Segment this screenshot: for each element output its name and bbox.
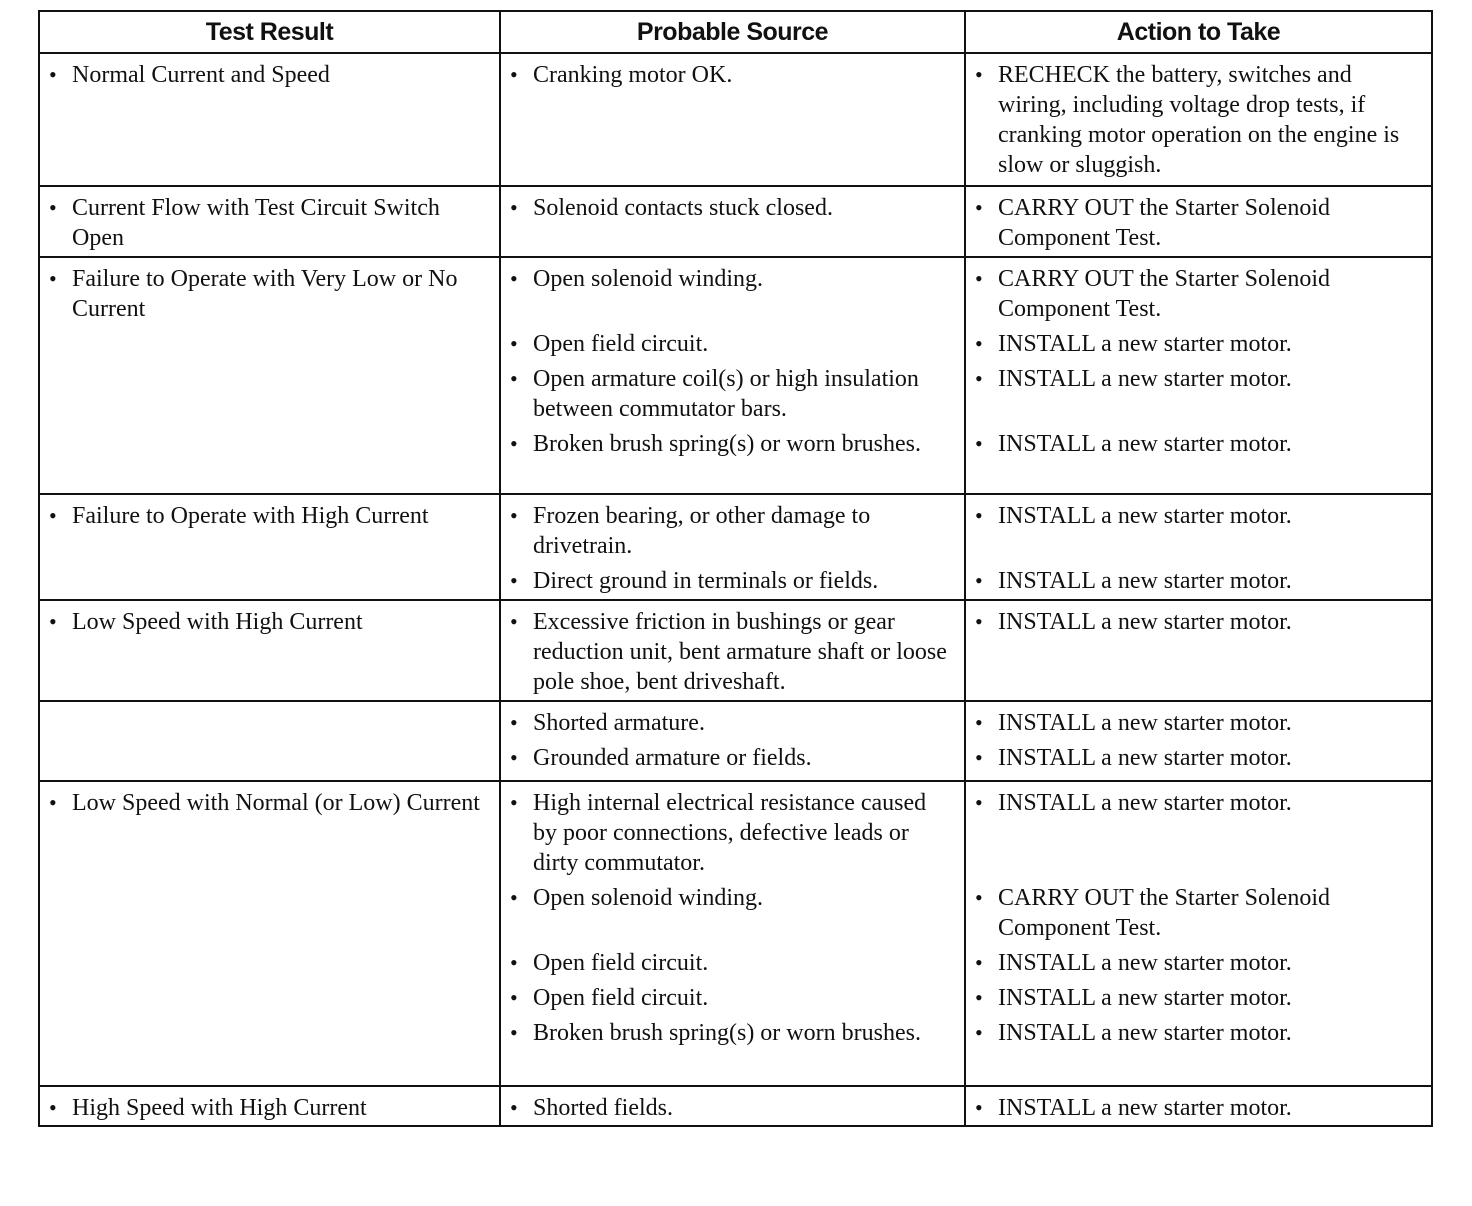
test-result-cell — [39, 186, 500, 257]
diagnosis-table — [38, 10, 1433, 1127]
action-cell — [965, 494, 1432, 600]
action-item: • CARRY OUT the Starter Solenoid Component Test. — [975, 266, 1330, 322]
bullet-icon: • — [510, 985, 518, 1010]
bullet-icon: • — [510, 366, 518, 391]
bullet-icon: • — [510, 950, 518, 975]
source-item: • Broken brush spring(s) or worn brushes. — [510, 431, 921, 457]
action-item: • RECHECK the battery, switches and wiring, including voltage drop tests, if cranking motor operation on the engine is slow or sluggish. — [975, 62, 1400, 178]
action-item: • CARRY OUT the Starter Solenoid Component Test. — [975, 195, 1330, 251]
bullet-icon: • — [510, 790, 518, 815]
test-result-item: • Low Speed with Normal (or Low) Current — [49, 790, 480, 816]
probable-source-cell — [500, 257, 965, 494]
action-item: • INSTALL a new starter motor. — [975, 503, 1292, 529]
bullet-icon: • — [510, 885, 518, 910]
probable-source-cell — [500, 494, 965, 600]
action-item: • INSTALL a new starter motor. — [975, 790, 1292, 816]
bullet-icon: • — [975, 568, 983, 593]
bullet-icon: • — [975, 950, 983, 975]
source-item: • Shorted fields. — [510, 1095, 673, 1121]
test-result-cell — [39, 1086, 500, 1126]
table-row — [39, 600, 1432, 701]
action-cell — [965, 1086, 1432, 1126]
test-result-item: • High Speed with High Current — [49, 1095, 367, 1121]
test-result-item: • Failure to Operate with High Current — [49, 503, 429, 529]
bullet-icon: • — [975, 790, 983, 815]
table-row — [39, 186, 1432, 257]
probable-source-cell — [500, 781, 965, 1086]
bullet-icon: • — [49, 195, 57, 220]
bullet-icon: • — [49, 609, 57, 634]
bullet-icon: • — [510, 710, 518, 735]
bullet-icon: • — [49, 266, 57, 291]
bullet-icon: • — [975, 745, 983, 770]
bullet-icon: • — [975, 609, 983, 634]
source-item: • Broken brush spring(s) or worn brushes. — [510, 1020, 921, 1046]
table-row — [39, 1086, 1432, 1126]
source-item: • High internal electrical resistance caused by poor connections, defective leads or dirty commutator. — [510, 790, 927, 876]
test-result-item: • Normal Current and Speed — [49, 62, 330, 88]
table-row — [39, 494, 1432, 600]
bullet-icon: • — [510, 609, 518, 634]
test-result-cell — [39, 257, 500, 494]
table-row — [39, 701, 1432, 781]
source-item: • Open solenoid winding. — [510, 885, 763, 911]
action-item: • INSTALL a new starter motor. — [975, 1020, 1292, 1046]
bullet-icon: • — [975, 710, 983, 735]
test-result-cell — [39, 781, 500, 1086]
test-result-item: • Current Flow with Test Circuit Switch Open — [49, 195, 440, 251]
source-item: • Cranking motor OK. — [510, 62, 733, 88]
bullet-icon: • — [510, 745, 518, 770]
source-item: • Excessive friction in bushings or gear reduction unit, bent armature shaft or loose pole shoe, bent driveshaft. — [510, 609, 947, 695]
bullet-icon: • — [49, 1095, 57, 1120]
probable-source-cell — [500, 1086, 965, 1126]
bullet-icon: • — [49, 62, 57, 87]
bullet-icon: • — [510, 1020, 518, 1045]
bullet-icon: • — [975, 195, 983, 220]
bullet-icon: • — [510, 195, 518, 220]
action-item: • INSTALL a new starter motor. — [975, 950, 1292, 976]
bullet-icon: • — [975, 431, 983, 456]
source-item: • Open solenoid winding. — [510, 266, 763, 292]
test-result-item: • Low Speed with High Current — [49, 609, 363, 635]
bullet-icon: • — [49, 790, 57, 815]
bullet-icon: • — [510, 431, 518, 456]
action-item: • INSTALL a new starter motor. — [975, 745, 1292, 771]
source-item: • Frozen bearing, or other damage to drivetrain. — [510, 503, 871, 559]
bullet-icon: • — [975, 331, 983, 356]
action-cell — [965, 186, 1432, 257]
header-action-to-take: Action to Take — [965, 11, 1432, 53]
bullet-icon: • — [510, 503, 518, 528]
bullet-icon: • — [975, 885, 983, 910]
bullet-icon: • — [975, 266, 983, 291]
bullet-icon: • — [510, 568, 518, 593]
bullet-icon: • — [975, 62, 983, 87]
action-item: • CARRY OUT the Starter Solenoid Component Test. — [975, 885, 1330, 941]
action-cell — [965, 600, 1432, 701]
bullet-icon: • — [975, 366, 983, 391]
header-probable-source: Probable Source — [500, 11, 965, 53]
probable-source-cell — [500, 701, 965, 781]
header-row — [39, 11, 1432, 53]
bullet-icon: • — [510, 331, 518, 356]
bullet-icon: • — [975, 503, 983, 528]
header-test-result: Test Result — [39, 11, 500, 53]
action-cell — [965, 701, 1432, 781]
action-item: • INSTALL a new starter motor. — [975, 710, 1292, 736]
source-item: • Open armature coil(s) or high insulation between commutator bars. — [510, 366, 919, 422]
test-result-cell — [39, 494, 500, 600]
action-cell — [965, 53, 1432, 186]
bullet-icon: • — [975, 985, 983, 1010]
action-item: • INSTALL a new starter motor. — [975, 985, 1292, 1011]
source-item: • Solenoid contacts stuck closed. — [510, 195, 833, 221]
source-item: • Open field circuit. — [510, 985, 709, 1011]
test-result-cell — [39, 701, 500, 781]
table-row — [39, 53, 1432, 186]
action-item: • INSTALL a new starter motor. — [975, 568, 1292, 594]
source-item: • Open field circuit. — [510, 950, 709, 976]
action-cell — [965, 257, 1432, 494]
bullet-icon: • — [49, 503, 57, 528]
source-item: • Direct ground in terminals or fields. — [510, 568, 879, 594]
probable-source-cell — [500, 186, 965, 257]
bullet-icon: • — [510, 62, 518, 87]
test-result-cell — [39, 600, 500, 701]
action-item: • INSTALL a new starter motor. — [975, 331, 1292, 357]
table-row — [39, 257, 1432, 494]
bullet-icon: • — [510, 1095, 518, 1120]
probable-source-cell — [500, 600, 965, 701]
action-item: • INSTALL a new starter motor. — [975, 431, 1292, 457]
action-cell — [965, 781, 1432, 1086]
bullet-icon: • — [975, 1095, 983, 1120]
source-item: • Shorted armature. — [510, 710, 705, 736]
source-item: • Grounded armature or fields. — [510, 745, 812, 771]
bullet-icon: • — [975, 1020, 983, 1045]
source-item: • Open field circuit. — [510, 331, 709, 357]
bullet-icon: • — [510, 266, 518, 291]
test-result-cell — [39, 53, 500, 186]
action-item: • INSTALL a new starter motor. — [975, 609, 1292, 635]
table-row — [39, 781, 1432, 1086]
action-item: • INSTALL a new starter motor. — [975, 366, 1292, 392]
action-item: • INSTALL a new starter motor. — [975, 1095, 1292, 1121]
probable-source-cell — [500, 53, 965, 186]
test-result-item: • Failure to Operate with Very Low or No Current — [49, 266, 458, 322]
